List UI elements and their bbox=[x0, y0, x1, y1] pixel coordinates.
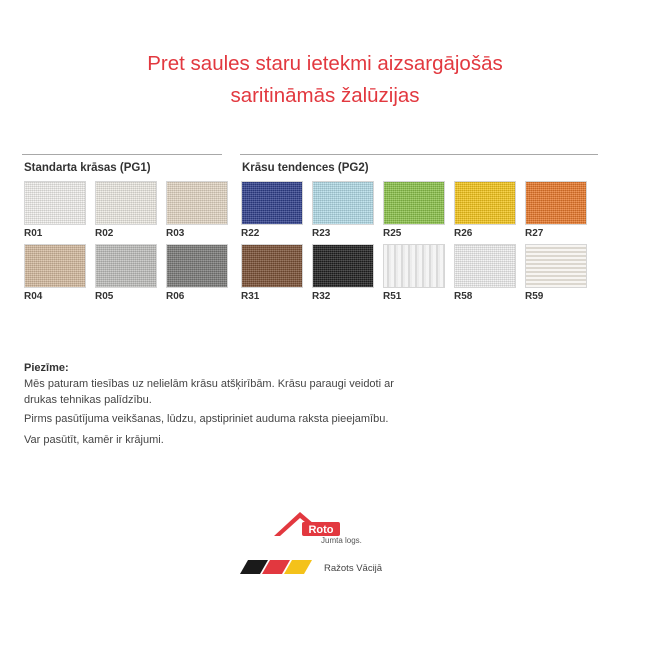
swatch-code-r06: R06 bbox=[166, 291, 185, 302]
swatch-code-r51: R51 bbox=[383, 291, 402, 302]
swatch-code-r03: R03 bbox=[166, 228, 185, 239]
swatch-code-r22: R22 bbox=[241, 228, 260, 239]
note-line-2: drukas tehnikas palīdzību. bbox=[24, 394, 152, 406]
swatch-r59[interactable] bbox=[525, 244, 587, 288]
swatch-r31[interactable] bbox=[241, 244, 303, 288]
swatch-r04[interactable] bbox=[24, 244, 86, 288]
made-in-germany-label: Ražots Vācijā bbox=[324, 563, 383, 574]
swatch-code-r04: R04 bbox=[24, 291, 43, 302]
swatch-r23[interactable] bbox=[312, 181, 374, 225]
title-line-1: Pret saules staru ietekmi aizsargājošās bbox=[147, 52, 503, 75]
note-line-3: Pirms pasūtījuma veikšanas, lūdzu, apstipriniet auduma raksta pieejamību. bbox=[24, 413, 389, 425]
swatch-code-r58: R58 bbox=[454, 291, 473, 302]
swatch-r22[interactable] bbox=[241, 181, 303, 225]
divider-trends bbox=[240, 154, 598, 155]
swatch-code-r31: R31 bbox=[241, 291, 260, 302]
swatch-r58[interactable] bbox=[454, 244, 516, 288]
group-title-trends: Krāsu tendences (PG2) bbox=[242, 162, 369, 174]
note-line-4: Var pasūtīt, kamēr ir krājumi. bbox=[24, 434, 164, 446]
swatch-r01[interactable] bbox=[24, 181, 86, 225]
swatch-r32[interactable] bbox=[312, 244, 374, 288]
swatch-code-r23: R23 bbox=[312, 228, 331, 239]
swatch-r51[interactable] bbox=[383, 244, 445, 288]
swatch-code-r01: R01 bbox=[24, 228, 43, 239]
swatch-code-r26: R26 bbox=[454, 228, 473, 239]
german-flag-stripes-icon bbox=[240, 558, 320, 576]
roto-tagline: Jumta logs. bbox=[321, 536, 362, 545]
swatch-code-r25: R25 bbox=[383, 228, 402, 239]
roto-wordmark: Roto bbox=[308, 524, 334, 536]
swatch-code-r32: R32 bbox=[312, 291, 331, 302]
title-line-2: saritināmās žalūzijas bbox=[230, 84, 420, 107]
swatch-code-r27: R27 bbox=[525, 228, 544, 239]
swatch-r02[interactable] bbox=[95, 181, 157, 225]
swatch-r05[interactable] bbox=[95, 244, 157, 288]
swatch-r03[interactable] bbox=[166, 181, 228, 225]
swatch-r26[interactable] bbox=[454, 181, 516, 225]
swatch-r25[interactable] bbox=[383, 181, 445, 225]
divider-standard bbox=[22, 154, 222, 155]
note-title: Piezīme: bbox=[24, 362, 69, 374]
page-title bbox=[0, 48, 650, 112]
note-line-1: Mēs paturam tiesības uz nelielām krāsu atšķirībām. Krāsu paraugi veidoti ar bbox=[24, 378, 394, 390]
swatch-code-r02: R02 bbox=[95, 228, 114, 239]
swatch-code-r05: R05 bbox=[95, 291, 114, 302]
swatch-r06[interactable] bbox=[166, 244, 228, 288]
swatch-r27[interactable] bbox=[525, 181, 587, 225]
group-title-standard: Standarta krāsas (PG1) bbox=[24, 162, 151, 174]
swatch-code-r59: R59 bbox=[525, 291, 544, 302]
